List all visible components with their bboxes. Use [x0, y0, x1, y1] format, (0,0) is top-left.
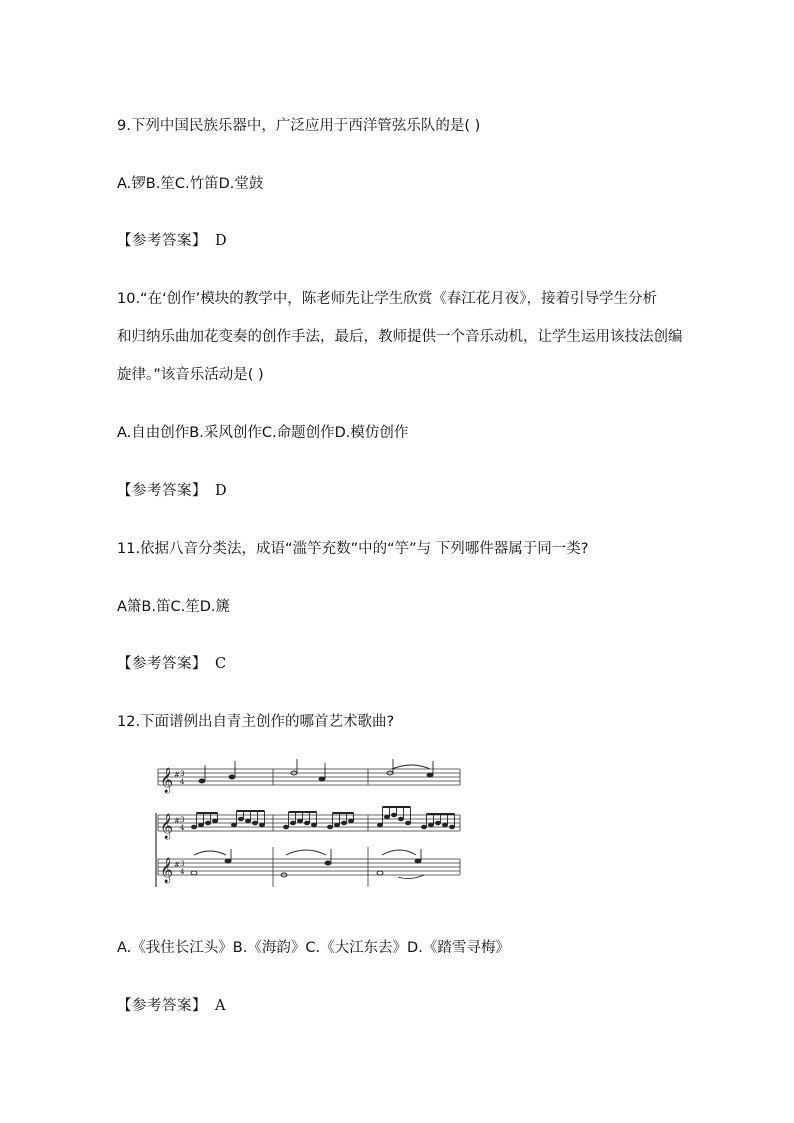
svg-text:3: 3 [180, 770, 185, 778]
q11-question: 11.依据八音分类法，成语“滥竽充数”中的“竽”与 下列哪件器属于同一类? [117, 541, 589, 557]
svg-text:#: # [174, 861, 180, 869]
svg-text:3: 3 [180, 816, 185, 824]
answer-value: C [215, 656, 227, 672]
q9-question: 9.下列中国民族乐器中，广泛应用于西洋管弦乐队的是( ) [117, 118, 481, 134]
answer-value: D [215, 233, 227, 249]
q10-question-line2: 和归纳乐曲加花变奏的创作手法，最后，教师提供一个音乐动机，让学生运用该技法创编 [117, 329, 683, 345]
q10-question-line3: 旋律。”该音乐活动是( ) [117, 367, 264, 383]
answer-label: 【参考答案】 [117, 483, 207, 499]
q11-answer [117, 654, 226, 674]
answer-label: 【参考答案】 [117, 233, 207, 249]
q9-answer [117, 231, 227, 251]
q12-answer [117, 996, 225, 1016]
q10-question-line1: 10.“在‘创作’模块的教学中，陈老师先让学生欣赏《春江花月夜》，接着引导学生分析 [117, 291, 658, 307]
answer-label: 【参考答案】 [117, 998, 207, 1014]
answer-value: A [215, 998, 226, 1014]
q12-options: A.《我住长江头》B.《海韵》C.《大江东去》D.《踏雪寻梅》 [117, 940, 510, 956]
staff-piano-left [158, 847, 460, 887]
answer-value: D [215, 483, 227, 499]
q9-options: A.锣B.笙C.竹笛D.堂鼓 [117, 176, 264, 192]
svg-text:3: 3 [180, 860, 185, 868]
treble-clef-icon: 𝄞 [160, 768, 174, 793]
q10-options: A.自由创作B.采风创作C.命题创作D.模仿创作 [117, 425, 409, 441]
svg-text:#: # [174, 771, 180, 779]
svg-text:4: 4 [180, 778, 185, 786]
svg-text:𝄞: 𝄞 [160, 858, 174, 883]
music-score-image [154, 757, 472, 889]
svg-text:𝄞: 𝄞 [160, 814, 174, 839]
svg-text:4: 4 [180, 868, 185, 876]
svg-text:#: # [174, 817, 180, 825]
q11-options: A箫B.笛C.笙D.篪 [117, 599, 230, 615]
answer-label: 【参考答案】 [117, 656, 207, 672]
q12-question: 12.下面谱例出自青主创作的哪首艺术歌曲? [117, 714, 395, 730]
q10-answer [117, 481, 227, 501]
svg-text:4: 4 [180, 824, 185, 832]
